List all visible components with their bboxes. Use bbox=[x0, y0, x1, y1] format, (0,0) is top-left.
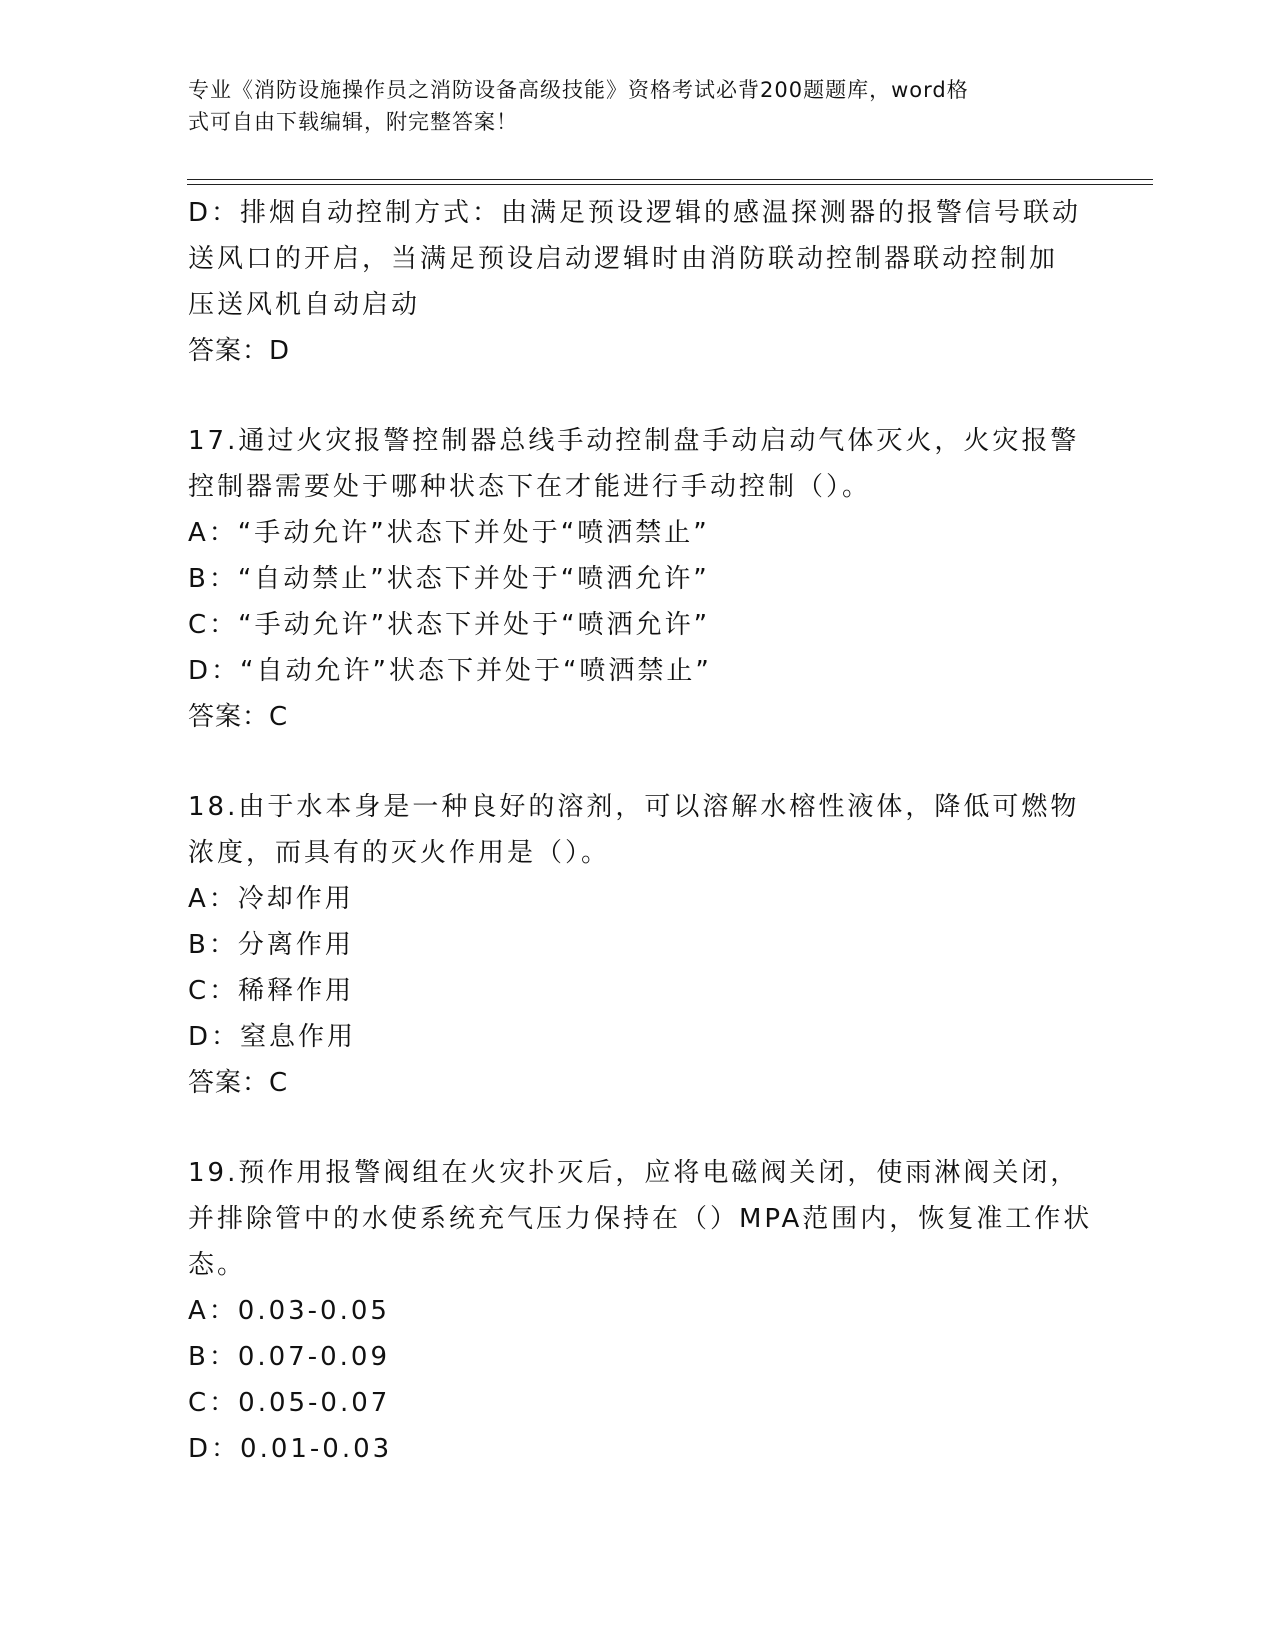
option-d: D：0.01-0.03 bbox=[188, 1434, 393, 1464]
answer-line: 答案：C bbox=[188, 1068, 289, 1098]
question-stem-line: 浓度，而具有的灭火作用是（）。 bbox=[188, 838, 611, 868]
header-divider-bottom bbox=[187, 184, 1153, 185]
question-stem-line: 17.通过火灾报警控制器总线手动控制盘手动启动气体灭火，火灾报警 bbox=[188, 426, 1080, 456]
question-stem-line: 18.由于水本身是一种良好的溶剂，可以溶解水榕性液体，降低可燃物 bbox=[188, 792, 1080, 822]
previous-question-tail bbox=[188, 190, 1088, 374]
option-a: A：0.03-0.05 bbox=[188, 1296, 390, 1326]
option-b: B：“自动禁止”状态下并处于“喷洒允许” bbox=[188, 564, 710, 594]
option-d: D：窒息作用 bbox=[188, 1022, 357, 1052]
question-stem-line: 并排除管中的水使系统充气压力保持在（）MPA范围内，恢复准工作状 bbox=[188, 1204, 1093, 1234]
option-c: C：“手动允许”状态下并处于“喷洒允许” bbox=[188, 610, 711, 640]
answer-line: 答案：C bbox=[188, 702, 289, 732]
option-b: B：0.07-0.09 bbox=[188, 1342, 391, 1372]
question-stem-line: 控制器需要处于哪种状态下在才能进行手动控制（）。 bbox=[188, 472, 872, 502]
option-d: D：“自动允许”状态下并处于“喷洒禁止” bbox=[188, 656, 712, 686]
question-19 bbox=[188, 1150, 1093, 1472]
header-divider-top bbox=[187, 179, 1153, 180]
option-b: B：分离作用 bbox=[188, 930, 354, 960]
option-d-line-1: D：排烟自动控制方式：由满足预设逻辑的感温探测器的报警信号联动 bbox=[188, 198, 1082, 228]
question-stem-line: 态。 bbox=[188, 1250, 247, 1280]
question-stem-line: 19.预作用报警阀组在火灾扑灭后，应将电磁阀关闭，使雨淋阀关闭， bbox=[188, 1158, 1080, 1188]
option-d-line-2: 送风口的开启，当满足预设启动逻辑时由消防联动控制器联动控制加 bbox=[188, 244, 1059, 274]
question-18 bbox=[188, 784, 1088, 1106]
header-line-1: 专业《消防设施操作员之消防设备高级技能》资格考试必背200题题库，word格 bbox=[188, 78, 969, 102]
option-a: A：“手动允许”状态下并处于“喷洒禁止” bbox=[188, 518, 710, 548]
option-d-line-3: 压送风机自动启动 bbox=[188, 290, 421, 320]
question-17 bbox=[188, 418, 1088, 740]
option-a: A：冷却作用 bbox=[188, 884, 354, 914]
option-c: C：稀释作用 bbox=[188, 976, 355, 1006]
question-content bbox=[188, 190, 1093, 1472]
document-header bbox=[188, 74, 1068, 138]
answer-line: 答案：D bbox=[188, 336, 291, 366]
option-c: C：0.05-0.07 bbox=[188, 1388, 391, 1418]
header-line-2: 式可自由下载编辑，附完整答案！ bbox=[188, 110, 518, 134]
